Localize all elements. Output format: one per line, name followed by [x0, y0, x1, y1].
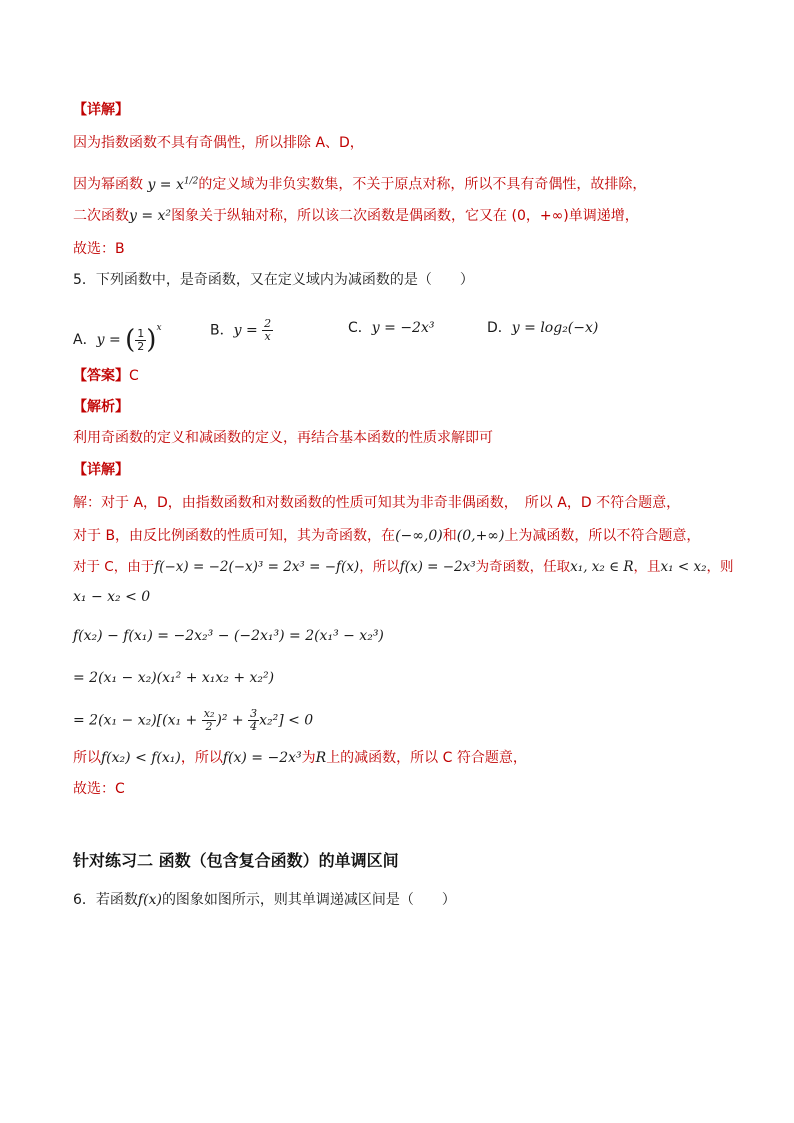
- option-b: B．y = $\frac{2}{x}$: [210, 317, 272, 343]
- answer-line: 【答案】C: [73, 368, 139, 384]
- equation-line-3: = 2(x₁ − x₂)[(x₁ + $\frac{\text{x₂}}{2}$ )² + $\frac{3}{4}$ x₂²] < 0: [73, 707, 314, 733]
- conclusion-line: 所以f(x₂) < f(x₁)，所以f(x) = −2x³为R上的减函数，所以 C 符合题意，: [73, 750, 527, 766]
- analysis-label: 【解析】: [73, 399, 129, 415]
- explanation-line-quadratic: 二次函数y = x²图象关于纵轴对称，所以该二次函数是偶函数，它又在 (0，+∞)单调递增，: [73, 208, 639, 224]
- solution-line-4: x₁ − x₂ < 0: [73, 589, 151, 605]
- option-c: C．y = −2x³: [348, 320, 435, 336]
- detail-label: 【详解】: [73, 102, 129, 118]
- power-function-expr: $y = x^{1/2}$: [143, 176, 199, 193]
- question-6-text: 6．若函数f(x)的图象如图所示，则其单调递减区间是（ ）: [73, 892, 456, 908]
- explanation-line-exponential: 因为指数函数不具有奇偶性，所以排除 A、D，: [73, 135, 364, 151]
- detail-label: 【详解】: [73, 462, 129, 478]
- solution-line-2: 对于 B，由反比例函数的性质可知，其为奇函数，在(−∞,0)和(0,+∞)上为减函数，所以不符合题意，: [73, 528, 701, 544]
- equation-line-2: = 2(x₁ − x₂)(x₁² + x₁x₂ + x₂²): [73, 670, 275, 686]
- quadratic-expr: y = x²: [129, 208, 172, 224]
- section-heading: 针对练习二 函数（包含复合函数）的单调区间: [73, 851, 399, 870]
- option-a: A．y = ( $\frac{1}{2}$ )$^x$: [73, 323, 162, 355]
- explanation-line-power: 因为幂函数 $y = x^{1/2}$的定义域为非负实数集，不关于原点对称，所以不具有奇偶性，故排除，: [73, 176, 647, 193]
- question-5-text: 5．下列函数中，是奇函数，又在定义域内为减函数的是（ ）: [73, 272, 474, 288]
- solution-line-3: 对于 C，由于f(−x) = −2(−x)³ = 2x³ = −f(x)，所以f(x) = −2x³为奇函数，任取x₁, x₂ ∈ R，且x₁ < x₂，则: [73, 559, 734, 575]
- solution-line-1: 解：对于 A，D，由指数函数和对数函数的性质可知其为非奇非偶函数， 所以 A，D 不符合题意，: [73, 495, 681, 511]
- choice-line: 故选：C: [73, 781, 125, 797]
- equation-line-1: f(x₂) − f(x₁) = −2x₂³ − (−2x₁³) = 2(x₁³ − x₂³): [73, 628, 384, 644]
- choice-line: 故选：B: [73, 241, 125, 257]
- option-d: D．y = log₂(−x): [487, 320, 599, 336]
- analysis-text: 利用奇函数的定义和减函数的定义，再结合基本函数的性质求解即可: [73, 430, 493, 446]
